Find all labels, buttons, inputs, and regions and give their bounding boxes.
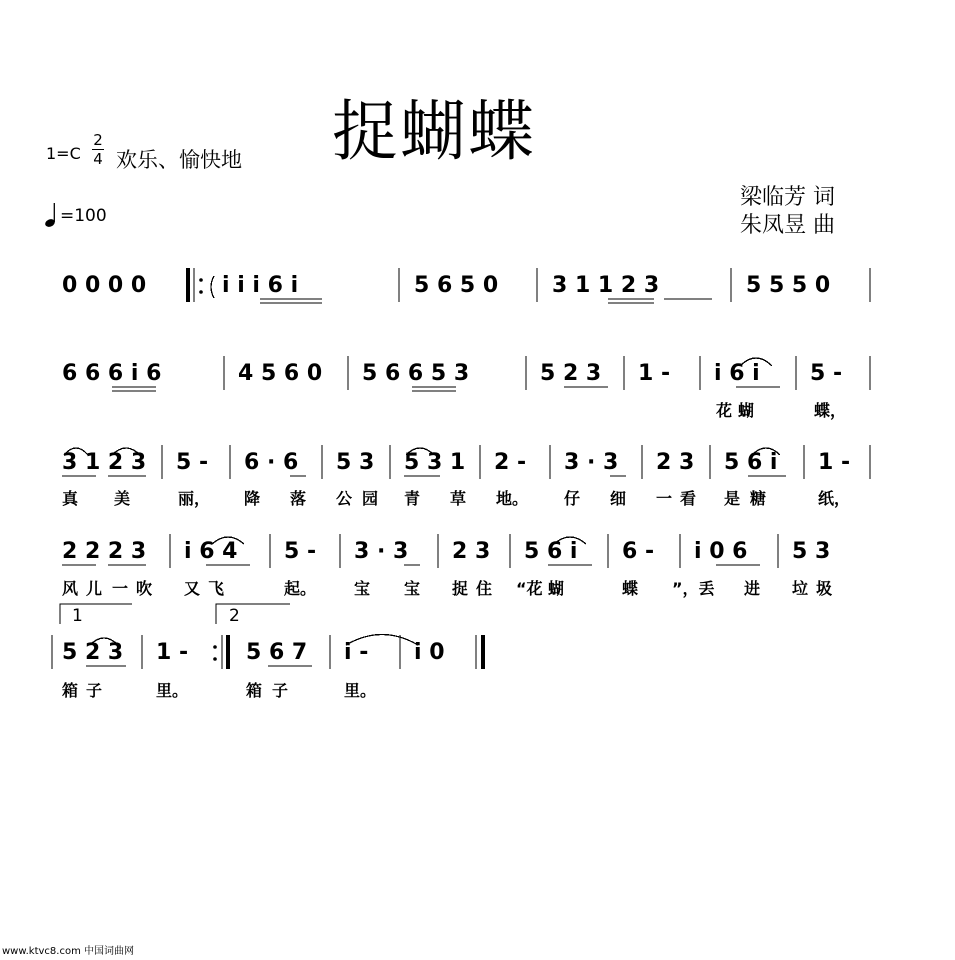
- lyric: 宝: [404, 579, 421, 598]
- measure: 2 3: [656, 450, 695, 475]
- measure: 5 5 5 0: [746, 273, 831, 298]
- measure: 1 -: [156, 640, 189, 665]
- tempo-marking: =100: [60, 206, 107, 226]
- song-title: 捉蝴蝶: [332, 93, 536, 170]
- measure: 5 6 7: [246, 640, 308, 665]
- volta-2-label: 2: [229, 606, 240, 626]
- measure: 5 2 3: [62, 640, 124, 665]
- measure: i 0 6: [694, 539, 748, 564]
- lyric: 是: [724, 489, 741, 508]
- measure: i i i 6 i: [222, 273, 299, 298]
- lyric: 起。: [284, 579, 317, 598]
- lyric: 吹: [136, 579, 153, 598]
- measure: 3 · 3: [564, 450, 619, 475]
- lyric: 纸，: [818, 489, 851, 508]
- lyric: 公: [336, 489, 353, 508]
- measure: 5 -: [810, 361, 843, 386]
- lyric: ”，丢: [672, 579, 715, 598]
- measure: 3 · 3: [354, 539, 409, 564]
- lyric: 丽，: [178, 489, 211, 508]
- lyric: 一: [656, 489, 673, 508]
- measure: 5 3 1: [404, 450, 466, 475]
- measure: i 6 i: [714, 361, 760, 386]
- lyric: 草: [450, 489, 467, 508]
- lyric: 美: [114, 489, 131, 508]
- measure: 1 -: [638, 361, 671, 386]
- lyricist-credit: 梁临芳 词: [740, 185, 835, 210]
- lyric: 蝶: [622, 579, 639, 598]
- measure: 6 · 6: [244, 450, 299, 475]
- footer-watermark: www.ktvc8.com 中国词曲网: [2, 946, 135, 957]
- lyric: 花: [716, 401, 733, 420]
- lyric: 箱: [62, 681, 79, 700]
- lyric: 降: [244, 489, 261, 508]
- measure: 2 3: [452, 539, 491, 564]
- measure: 5 6 i: [524, 539, 578, 564]
- lyric: 一: [112, 579, 129, 598]
- measure: 0 0 0 0: [62, 273, 147, 298]
- lyric: 蝶，: [814, 401, 847, 420]
- lyric: 地。: [496, 489, 529, 508]
- time-signature-denominator: 4: [93, 150, 103, 168]
- lyric: 住: [476, 579, 493, 598]
- lyric: 蝴: [738, 401, 755, 420]
- measure: 5 3: [792, 539, 831, 564]
- measure: 4 5 6 0: [238, 361, 323, 386]
- key-signature: 1=C: [46, 144, 81, 163]
- measure: 5 2 3: [540, 361, 602, 386]
- measure: i -: [344, 640, 369, 665]
- lyric: 青: [404, 489, 421, 508]
- performance-mood: 欢乐、愉快地: [116, 148, 242, 172]
- lyric: 子: [272, 681, 289, 700]
- lyric: 仔: [564, 489, 581, 508]
- volta-1-label: 1: [72, 606, 83, 626]
- measure: 3 1 1 2 3: [552, 273, 660, 298]
- measure: 5 6 i: [724, 450, 778, 475]
- measure: 5 6 6 5 3: [362, 361, 470, 386]
- lyric: 捉: [452, 579, 469, 598]
- measure: 6 -: [622, 539, 655, 564]
- measure: 5 6 5 0: [414, 273, 499, 298]
- lyric: 细: [610, 489, 627, 508]
- measure: 6 6 6 i 6: [62, 361, 162, 386]
- lyric: 糖: [750, 489, 767, 508]
- measure: 1 -: [818, 450, 851, 475]
- lyric: 看: [680, 489, 697, 508]
- lyric: 里。: [344, 681, 377, 700]
- lyric: 宝: [354, 579, 371, 598]
- measure: 5 3: [336, 450, 375, 475]
- measure: 2 2 2 3: [62, 539, 147, 564]
- lyric: 风: [62, 579, 79, 598]
- measure: i 0: [414, 640, 445, 665]
- measure: 3 1 2 3: [62, 450, 147, 475]
- lyric: 子: [86, 681, 103, 700]
- lyric: 飞: [208, 579, 225, 598]
- measure: 5 -: [176, 450, 209, 475]
- lyric: 落: [290, 489, 307, 508]
- lyric: 垃: [792, 579, 809, 598]
- time-signature-numerator: 2: [93, 131, 103, 149]
- lyric: 蝴: [548, 579, 565, 598]
- lyric: 圾: [816, 579, 833, 598]
- lyric: 又: [184, 579, 201, 598]
- lyric: 真: [62, 489, 79, 508]
- lyric: 儿: [86, 579, 103, 598]
- lyric: 园: [362, 489, 379, 508]
- lyric: “花: [516, 579, 543, 598]
- composer-credit: 朱凤昱 曲: [740, 213, 835, 238]
- lyric: 里。: [156, 681, 189, 700]
- lyric: 进: [744, 579, 761, 598]
- measure: i 6 4: [184, 539, 238, 564]
- measure: 5 -: [284, 539, 317, 564]
- measure: 2 -: [494, 450, 527, 475]
- lyric: 箱: [246, 681, 263, 700]
